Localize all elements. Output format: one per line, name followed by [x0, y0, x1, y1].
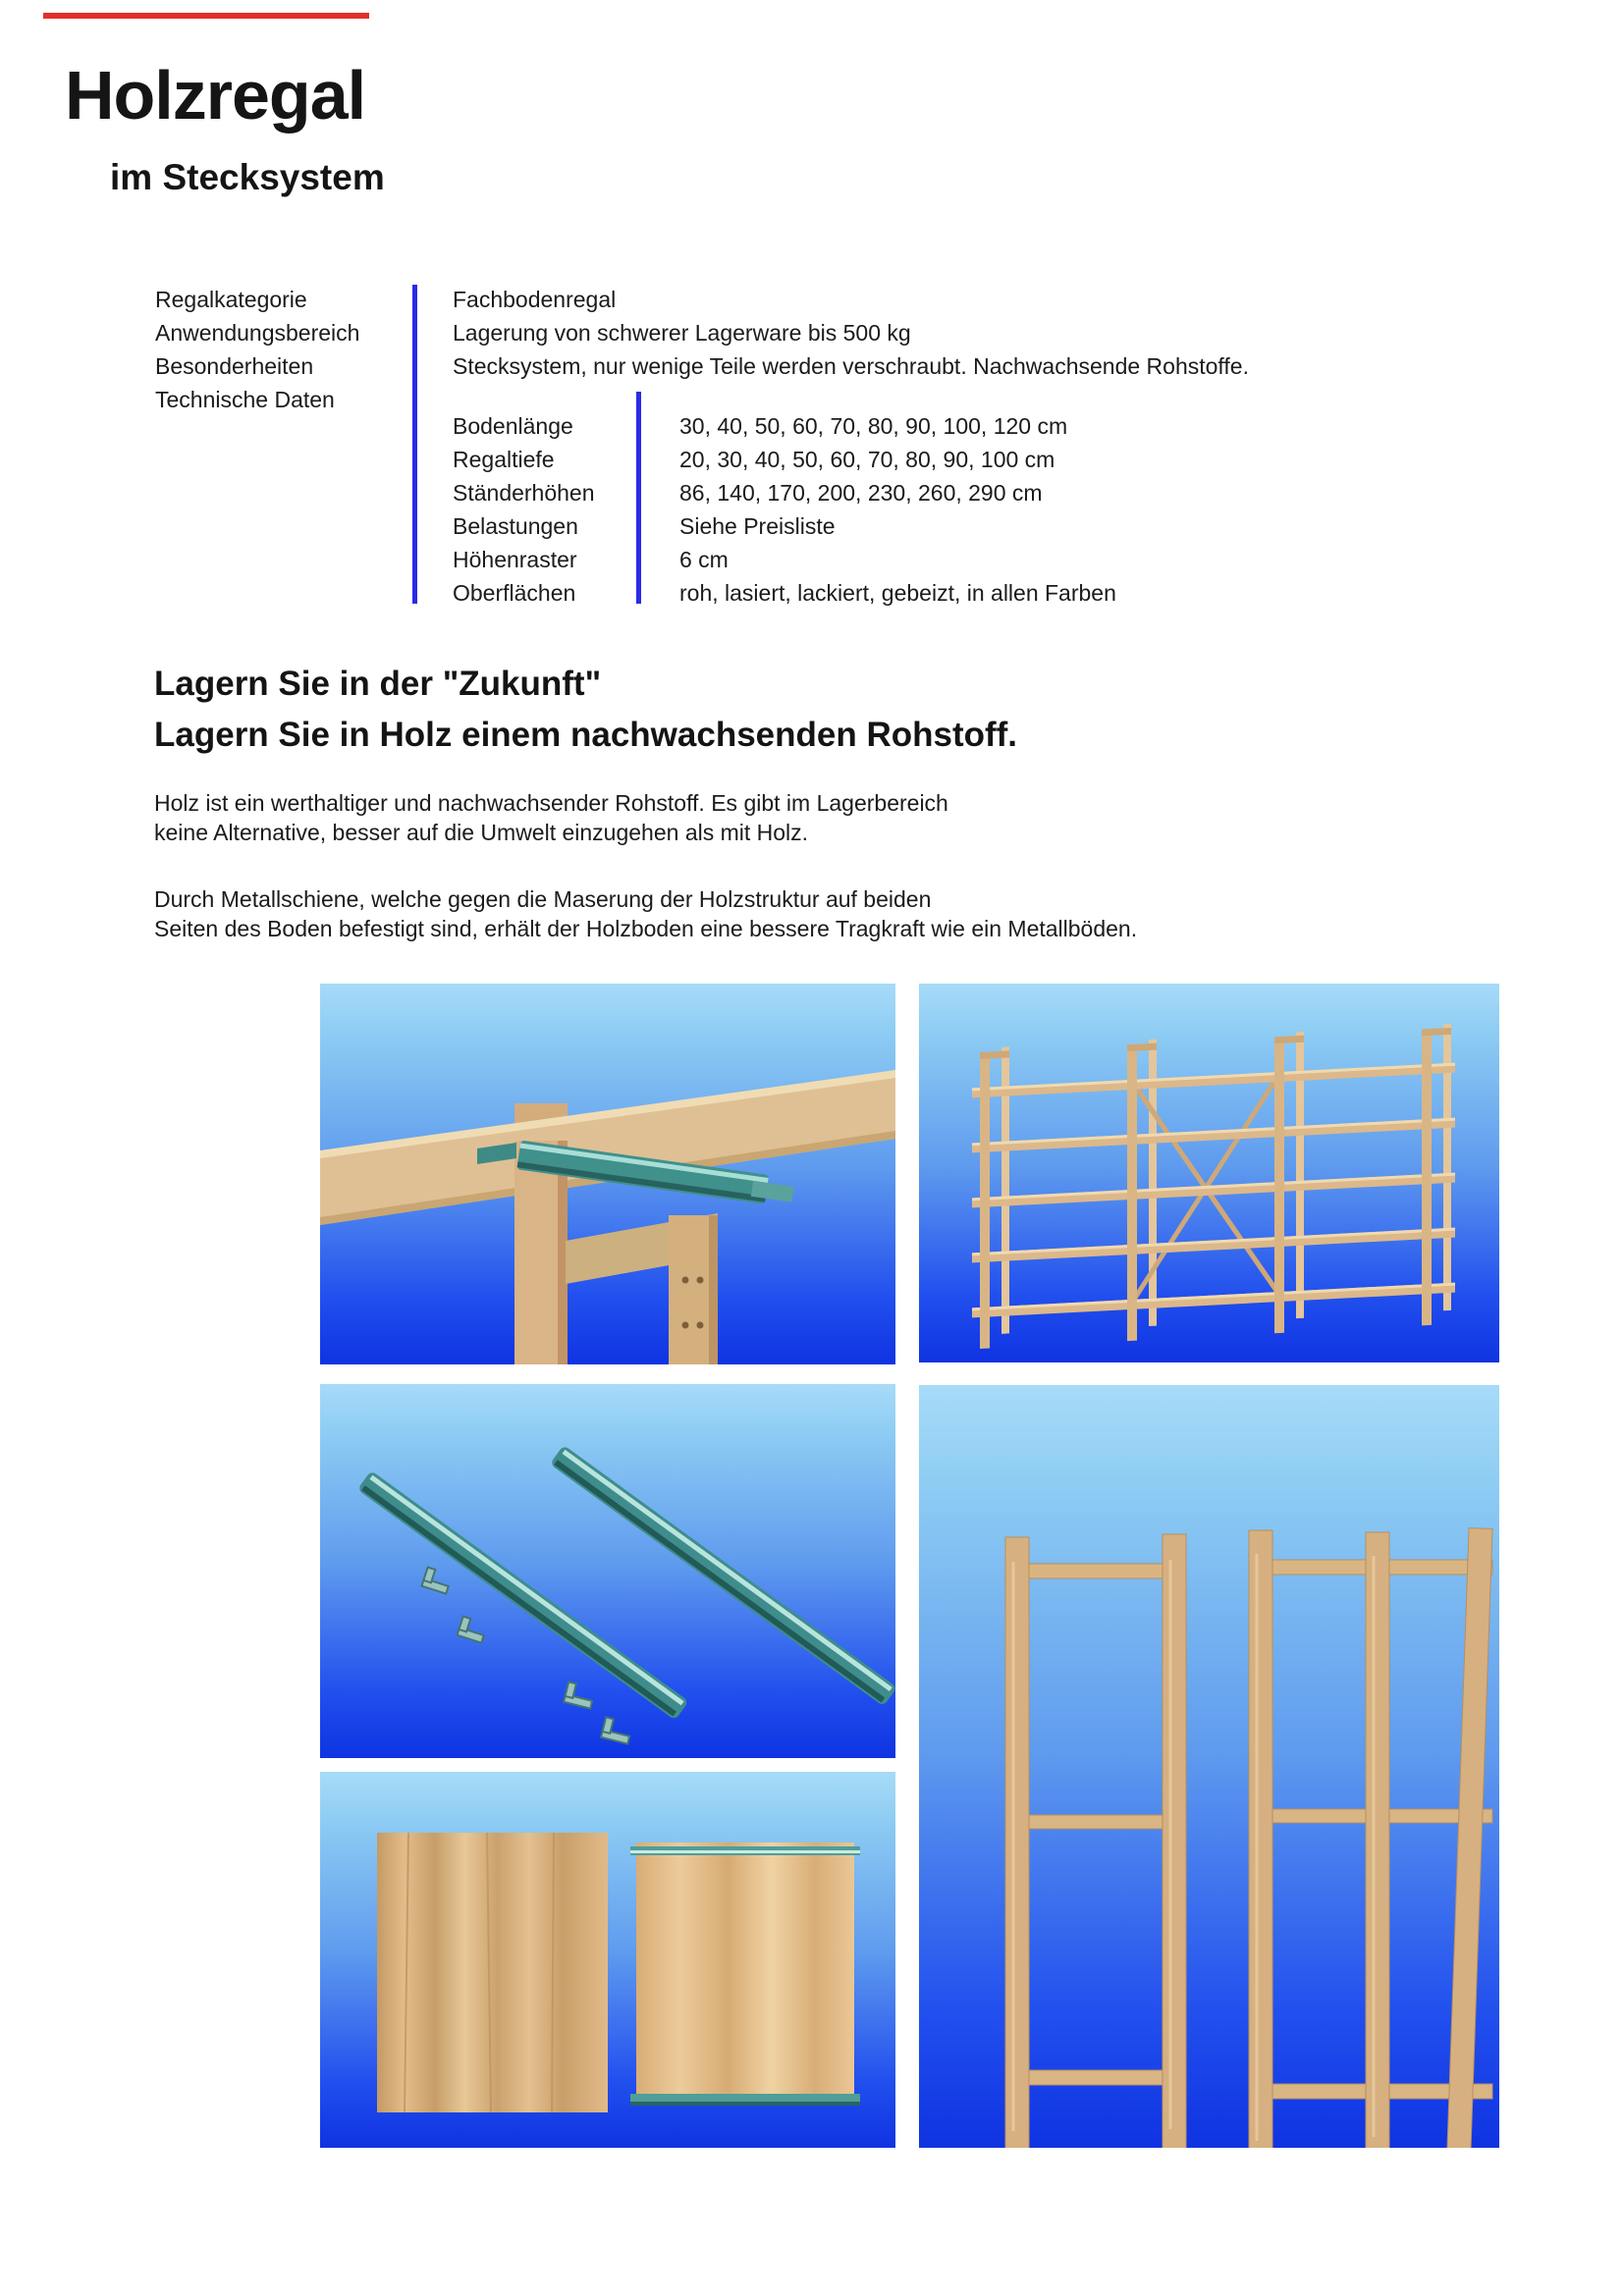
tech-value-hoehenraster: 6 cm — [679, 547, 729, 572]
headline-line2: Lagern Sie in Holz einem nachwachsenden Rohstoff. — [154, 716, 1018, 754]
spec-value-regalkategorie: Fachbodenregal — [453, 287, 617, 312]
shelving-unit-illustration — [919, 984, 1499, 1362]
paragraph-wood-benefits — [154, 788, 948, 847]
tech-label-staenderhoehen: Ständerhöhen — [453, 480, 595, 506]
paragraph-line: Seiten des Boden befestigt sind, erhält der Holzboden eine bessere Tragkraft wie ein Metallböden. — [154, 916, 1138, 941]
spec-label-technische-daten: Technische Daten — [155, 387, 335, 412]
tech-label-hoehenraster: Höhenraster — [453, 547, 577, 572]
spec-value-anwendungsbereich: Lagerung von schwerer Lagerware bis 500 kg — [453, 320, 911, 346]
spec-label-anwendungsbereich: Anwendungsbereich — [155, 320, 360, 346]
board-plain — [377, 1833, 608, 2112]
tech-value-column — [679, 409, 1116, 610]
full-wooden-shelving-unit-photo — [919, 984, 1499, 1362]
shelf-corner-detail-photo — [320, 984, 895, 1364]
tech-value-regaltiefe: 20, 30, 40, 50, 60, 70, 80, 90, 100 cm — [679, 447, 1055, 472]
metal-rail-shape — [550, 1445, 895, 1706]
tech-label-oberflaechen: Oberflächen — [453, 580, 576, 606]
spec-label-column — [155, 283, 359, 416]
wooden-upright-frames-photo — [919, 1385, 1499, 2148]
tech-value-oberflaechen: roh, lasiert, lackiert, gebeizt, in allen Farben — [679, 580, 1116, 606]
tech-label-regaltiefe: Regaltiefe — [453, 447, 555, 472]
headline-line1: Lagern Sie in der "Zukunft" — [154, 665, 602, 703]
spec-divider-line — [412, 285, 417, 604]
paragraph-line: Holz ist ein werthaltiger und nachwachsender Rohstoff. Es gibt im Lagerbereich — [154, 790, 948, 816]
metal-rails-and-clips-photo — [320, 1384, 895, 1758]
rails-illustration — [320, 1384, 895, 1758]
page-subtitle: im Stecksystem — [110, 157, 385, 197]
spec-value-besonderheiten: Stecksystem, nur wenige Teile werden verschraubt. Nachwachsende Rohstoffe. — [453, 353, 1249, 379]
tech-label-bodenlaenge: Bodenlänge — [453, 413, 573, 439]
board-with-rails — [630, 1842, 860, 2106]
wooden-shelf-boards-photo — [320, 1772, 895, 2148]
tech-value-belastungen: Siehe Preisliste — [679, 513, 836, 539]
shelf-corner-illustration — [320, 984, 895, 1364]
paragraph-line: keine Alternative, besser auf die Umwelt einzugehen als mit Holz. — [154, 820, 809, 845]
boards-illustration — [320, 1772, 895, 2148]
tech-value-bodenlaenge: 30, 40, 50, 60, 70, 80, 90, 100, 120 cm — [679, 413, 1068, 439]
tech-label-column — [453, 409, 595, 610]
frame-wide — [1249, 1528, 1492, 2148]
paragraph-line: Durch Metallschiene, welche gegen die Maserung der Holzstruktur auf beiden — [154, 886, 932, 912]
tech-value-staenderhoehen: 86, 140, 170, 200, 230, 260, 290 cm — [679, 480, 1043, 506]
spec-value-column — [453, 283, 1249, 383]
frame-narrow — [1005, 1534, 1186, 2148]
spec-label-besonderheiten: Besonderheiten — [155, 353, 314, 379]
spec-label-regalkategorie: Regalkategorie — [155, 287, 307, 312]
paragraph-metal-rail — [154, 884, 1137, 943]
page-title: Holzregal — [65, 57, 366, 133]
tech-divider-line — [636, 392, 641, 604]
frames-illustration — [919, 1385, 1499, 2148]
tech-label-belastungen: Belastungen — [453, 513, 578, 539]
red-accent-bar — [43, 13, 369, 19]
